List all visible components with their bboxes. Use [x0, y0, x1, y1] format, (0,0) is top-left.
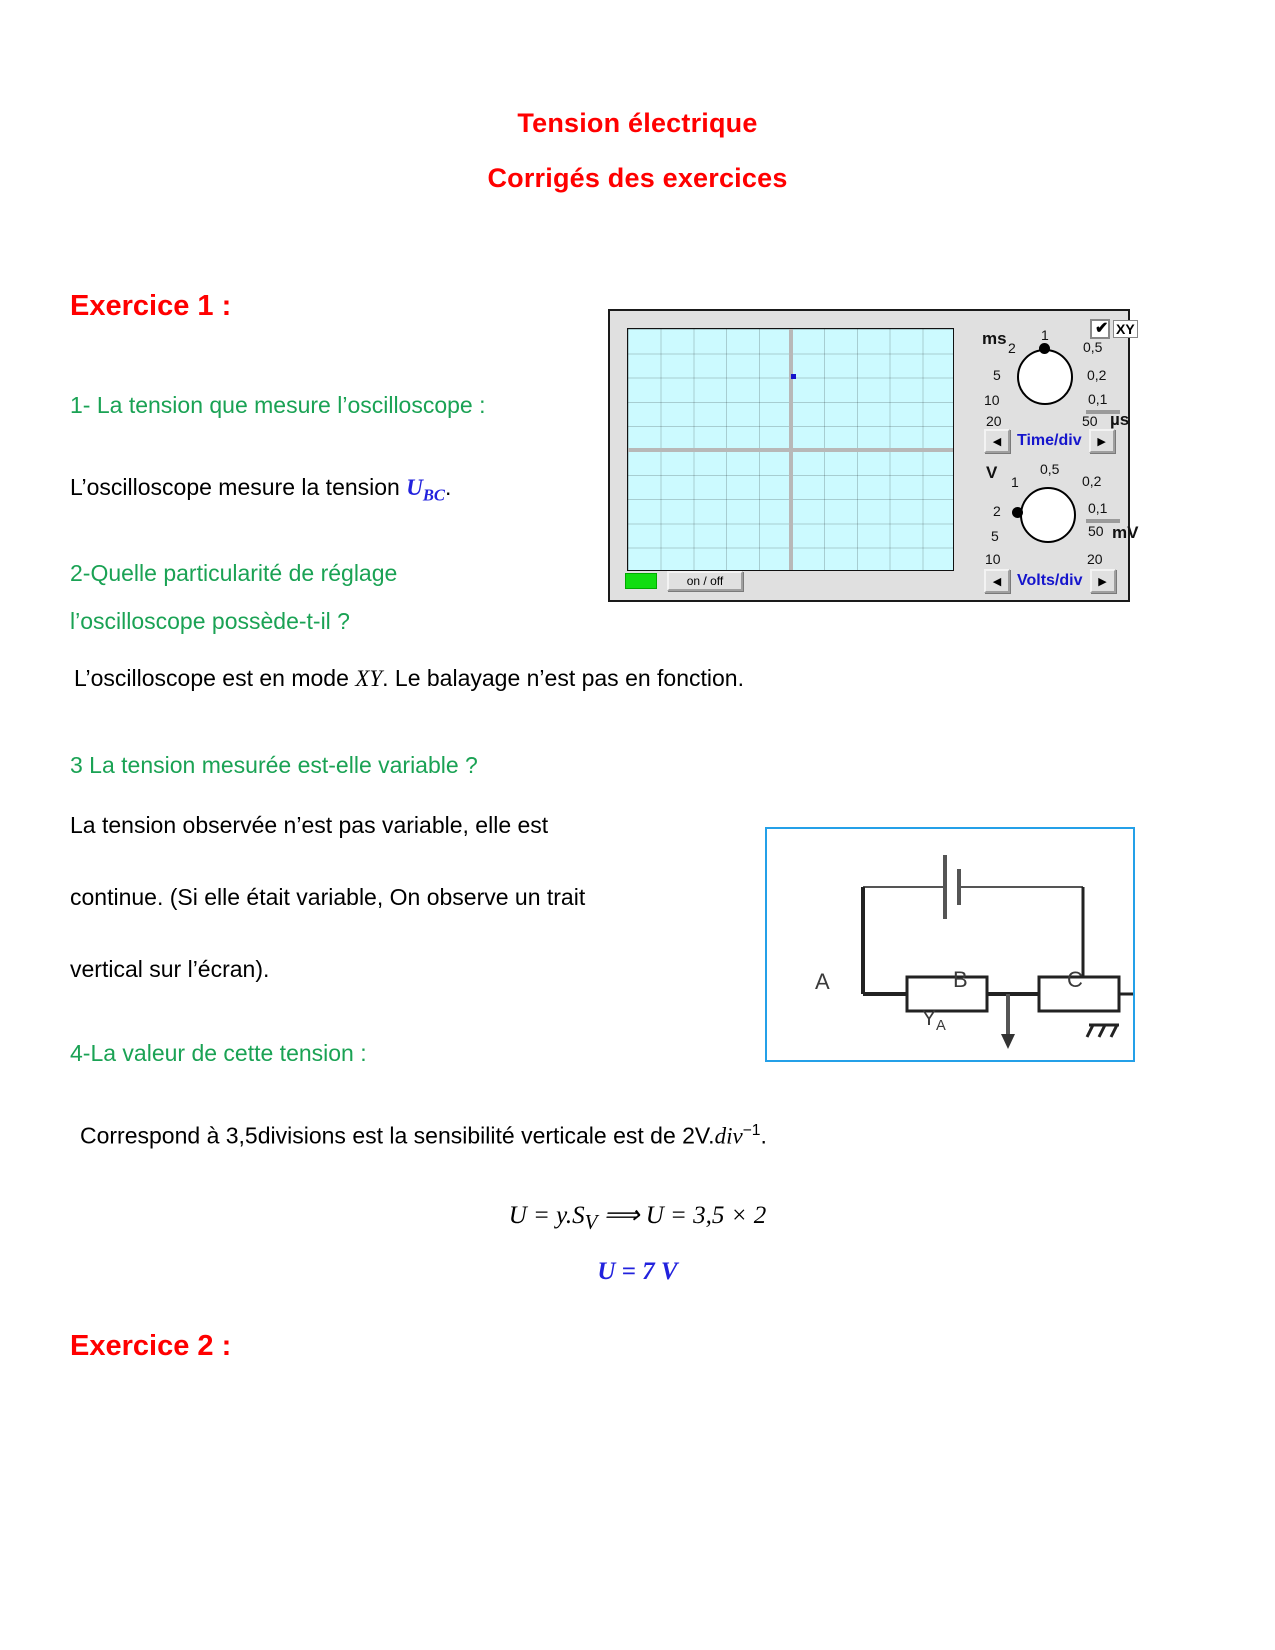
volt-label-01: 0,1	[1088, 500, 1108, 516]
div-exponent: −1	[742, 1122, 761, 1139]
on-off-button[interactable]: on / off	[667, 571, 743, 591]
exercise-1-heading: Exercice 1 :	[70, 290, 232, 322]
time-div-label: Time/div	[1017, 432, 1082, 449]
time-label-1: 1	[1041, 327, 1049, 343]
volt-unit-v-label: V	[986, 463, 998, 482]
oscilloscope-screen	[627, 328, 954, 571]
volts-div-decrease-button[interactable]: ◀	[984, 569, 1010, 593]
answer-1-text	[70, 474, 451, 506]
time-unit-ms-label: ms	[982, 329, 1007, 348]
answer-3-line3: vertical sur l’écran).	[70, 956, 270, 982]
answer-2-text	[74, 665, 744, 692]
question-3-text: 3 La tension mesurée est-elle variable ?	[70, 752, 478, 778]
time-label-2: 2	[1008, 340, 1016, 356]
time-div-decrease-button[interactable]: ◀	[984, 429, 1010, 453]
answer-3-line1: La tension observée n’est pas variable, elle est	[70, 812, 549, 838]
xy-checkbox[interactable]	[1090, 319, 1110, 339]
formula-subscript: V	[584, 1210, 598, 1234]
volt-knob-pointer	[1012, 507, 1023, 518]
time-label-50: 50	[1082, 413, 1098, 429]
power-control-row[interactable]	[625, 571, 743, 591]
time-label-10: 10	[984, 392, 1000, 408]
time-knob-dial[interactable]	[1017, 349, 1073, 405]
formula-lhs: U = y.S	[508, 1202, 585, 1229]
formula-result: U = 7 V	[597, 1258, 678, 1285]
screen-horizontal-axis	[628, 448, 953, 452]
answer-1-suffix: .	[444, 474, 452, 500]
volt-label-50: 50	[1088, 523, 1104, 539]
answer-2-prefix: L’oscilloscope est en mode	[74, 665, 356, 691]
time-label-02: 0,2	[1087, 367, 1107, 383]
xy-label: XY	[1113, 320, 1138, 338]
volts-div-increase-button[interactable]: ▶	[1090, 569, 1116, 593]
answer-4-prefix: Correspond à 3,5divisions est la sensibilité verticale est de 2V.	[80, 1122, 715, 1149]
volt-label-5: 5	[991, 528, 999, 544]
document-title-line2: Corrigés des exercices	[487, 163, 788, 193]
node-label-a: A	[815, 969, 830, 994]
question-2-line2: l’oscilloscope possède-t-il ?	[70, 608, 350, 634]
answer-2-suffix: . Le balayage n’est pas en fonction.	[382, 665, 744, 691]
time-unit-us-label: µs	[1110, 410, 1130, 429]
exercise-2-heading: Exercice 2 :	[70, 1330, 232, 1362]
volts-div-control-row[interactable]	[984, 569, 1116, 593]
formula-derivation	[0, 1200, 1275, 1235]
answer-1-prefix: L’oscilloscope mesure la tension	[70, 474, 407, 500]
volt-label-1: 1	[1011, 474, 1019, 490]
probe-label-ya	[922, 1007, 946, 1034]
time-label-20: 20	[986, 413, 1002, 429]
question-4-text: 4-La valeur de cette tension :	[70, 1040, 367, 1066]
time-label-05: 0,5	[1083, 339, 1103, 355]
check-icon: ✔	[1095, 320, 1109, 337]
xy-mode-control[interactable]	[1090, 319, 1138, 339]
time-knob-pointer	[1039, 343, 1050, 354]
document-title-line1: Tension électrique	[517, 108, 758, 138]
formula-rhs: ⟹ U = 3,5 × 2	[597, 1202, 767, 1229]
volt-knob-dial[interactable]	[1020, 487, 1076, 543]
time-div-increase-button[interactable]: ▶	[1089, 429, 1115, 453]
voltage-subscript: BC	[422, 485, 445, 505]
circuit-diagram	[765, 827, 1135, 1062]
circuit-svg	[767, 829, 1133, 1060]
volt-label-20: 20	[1087, 551, 1103, 567]
node-label-c: C	[1067, 967, 1083, 992]
answer-3-line2: continue. (Si elle était variable, On observe un trait	[70, 884, 586, 910]
voltage-symbol: $U_{BC}$	[406, 475, 445, 505]
volt-label-10: 10	[985, 551, 1001, 567]
volt-label-2: 2	[993, 503, 1001, 519]
volt-unit-mv-label: mV	[1112, 523, 1139, 542]
probe-label-y: Y	[922, 1007, 937, 1030]
xy-mode-symbol: XY	[355, 666, 383, 691]
question-1-text: 1- La tension que mesure l’oscilloscope :	[70, 392, 486, 418]
node-label-b: B	[953, 967, 968, 992]
time-label-01: 0,1	[1088, 391, 1108, 407]
oscilloscope-panel[interactable]	[608, 309, 1139, 602]
volts-div-label: Volts/div	[1017, 572, 1083, 589]
power-led-indicator	[625, 573, 657, 589]
time-label-5: 5	[993, 367, 1001, 383]
trace-spot	[791, 374, 796, 379]
answer-4-text	[80, 1122, 767, 1150]
div-unit-symbol: div	[714, 1123, 743, 1149]
probe-label-subscript: A	[936, 1018, 946, 1035]
volt-label-05: 0,5	[1040, 461, 1060, 477]
time-div-control-row[interactable]	[984, 429, 1115, 453]
question-2-line1: 2-Quelle particularité de réglage	[70, 560, 398, 586]
volt-label-02: 0,2	[1082, 473, 1102, 489]
answer-4-suffix: .	[760, 1122, 767, 1149]
